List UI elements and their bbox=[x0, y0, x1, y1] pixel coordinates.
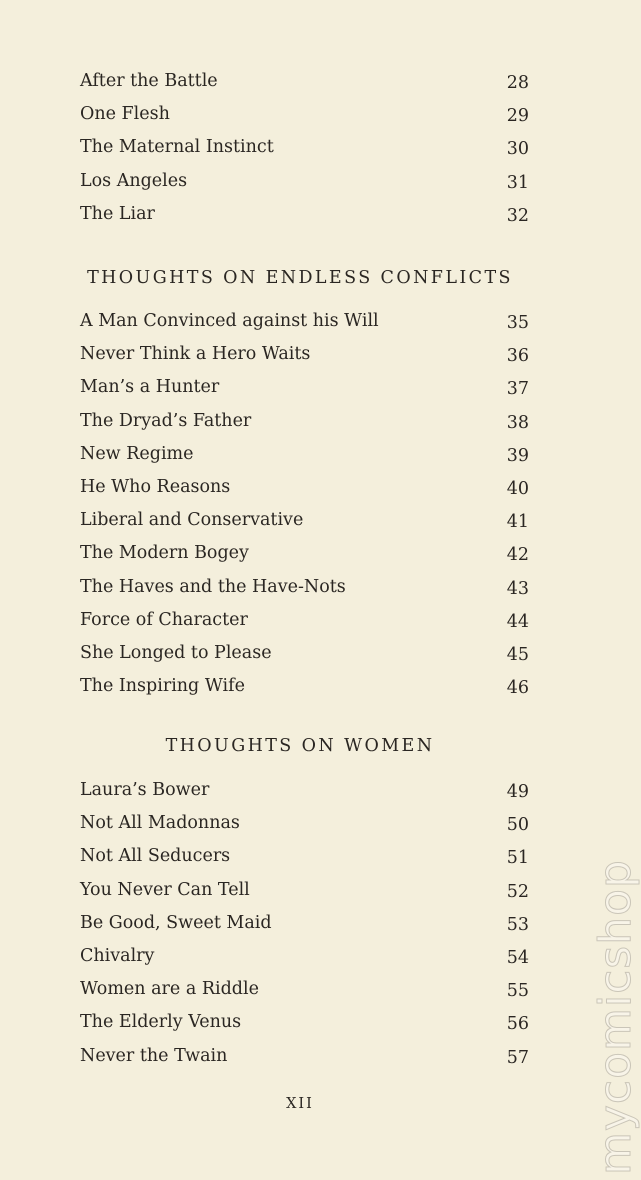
entry-title: After the Battle bbox=[80, 71, 218, 91]
entry-page-number: 51 bbox=[506, 848, 529, 869]
entry-title: One Flesh bbox=[80, 104, 170, 125]
entry-title: She Longed to Please bbox=[80, 642, 272, 663]
watermark bbox=[548, 859, 641, 1180]
entry-title: Not All Seducers bbox=[80, 846, 231, 867]
entry-title: The Inspiring Wife bbox=[80, 676, 245, 697]
entry-page-number: 46 bbox=[506, 678, 529, 699]
toc-entry bbox=[0, 642, 600, 675]
entry-page-number: 30 bbox=[506, 139, 529, 160]
entry-page-number: 39 bbox=[506, 445, 529, 466]
section-heading: THOUGHTS ON ENDLESS CONFLICTS bbox=[87, 268, 513, 288]
toc-entry bbox=[0, 978, 600, 1011]
entry-page-number: 28 bbox=[506, 73, 529, 93]
entry-page-number: 29 bbox=[506, 106, 529, 127]
toc-entry bbox=[0, 376, 600, 409]
entry-title: Force of Character bbox=[80, 609, 248, 630]
entry-page-number: 50 bbox=[506, 815, 529, 836]
entry-title: Man’s a Hunter bbox=[80, 377, 220, 398]
entry-title: Liberal and Conservative bbox=[80, 510, 304, 531]
entry-page-number: 43 bbox=[506, 578, 529, 599]
section-continued bbox=[0, 70, 600, 236]
section-endless-conflicts bbox=[0, 310, 600, 708]
entry-title: New Regime bbox=[80, 443, 194, 464]
entry-page-number: 49 bbox=[506, 782, 529, 802]
entry-title: The Elderly Venus bbox=[80, 1012, 242, 1033]
entry-title: A Man Convinced against his Will bbox=[80, 311, 379, 331]
toc-entry bbox=[0, 779, 600, 812]
toc-entry bbox=[0, 609, 600, 642]
toc-entry bbox=[0, 443, 600, 476]
entry-page-number: 35 bbox=[506, 313, 529, 333]
toc-entry bbox=[0, 1045, 600, 1078]
entry-page-number: 55 bbox=[506, 981, 529, 1002]
toc-entry bbox=[0, 542, 600, 575]
entry-title: The Liar bbox=[80, 203, 155, 224]
entry-title: Women are a Riddle bbox=[80, 979, 259, 1000]
entry-page-number: 44 bbox=[506, 611, 529, 632]
entry-page-number: 32 bbox=[506, 205, 529, 226]
toc-entry bbox=[0, 675, 600, 708]
entry-title: Be Good, Sweet Maid bbox=[80, 912, 272, 933]
entry-title: The Maternal Instinct bbox=[80, 137, 274, 158]
toc-entry bbox=[0, 103, 600, 136]
toc-entry bbox=[0, 845, 600, 878]
entry-title: Never Think a Hero Waits bbox=[80, 344, 311, 365]
entry-page-number: 31 bbox=[506, 172, 529, 193]
toc-entry bbox=[0, 576, 600, 609]
entry-page-number: 42 bbox=[506, 545, 529, 566]
toc-entry bbox=[0, 70, 600, 103]
toc-entry bbox=[0, 170, 600, 203]
entry-page-number: 37 bbox=[506, 379, 529, 400]
toc-entry bbox=[0, 310, 600, 343]
toc-entry bbox=[0, 136, 600, 169]
entry-title: Never the Twain bbox=[80, 1045, 228, 1066]
entry-page-number: 52 bbox=[506, 881, 529, 902]
entry-title: Chivalry bbox=[80, 945, 155, 966]
toc-entry bbox=[0, 912, 600, 945]
entry-page-number: 53 bbox=[506, 914, 529, 935]
toc-entry bbox=[0, 509, 600, 542]
toc-entry bbox=[0, 879, 600, 912]
entry-title: Los Angeles bbox=[80, 170, 188, 191]
entry-title: Not All Madonnas bbox=[80, 813, 240, 834]
toc-entry bbox=[0, 945, 600, 978]
toc-entry bbox=[0, 476, 600, 509]
watermark-text: mycomicshop bbox=[590, 859, 641, 1175]
toc-entry bbox=[0, 203, 600, 236]
entry-title: He Who Reasons bbox=[80, 476, 231, 497]
entry-title: You Never Can Tell bbox=[80, 879, 250, 900]
entry-page-number: 38 bbox=[506, 412, 529, 433]
entry-title: The Haves and the Have-Nots bbox=[80, 576, 346, 597]
entry-page-number: 40 bbox=[506, 478, 529, 499]
entry-title: Laura’s Bower bbox=[80, 780, 210, 800]
entry-page-number: 54 bbox=[506, 947, 529, 968]
entry-page-number: 41 bbox=[506, 512, 529, 533]
entry-page-number: 57 bbox=[506, 1047, 529, 1068]
toc-entry bbox=[0, 410, 600, 443]
page-folio: XII bbox=[286, 1096, 314, 1112]
toc-entry bbox=[0, 1011, 600, 1044]
entry-page-number: 56 bbox=[506, 1014, 529, 1035]
entry-title: The Modern Bogey bbox=[80, 543, 249, 564]
toc-entry bbox=[0, 812, 600, 845]
entry-title: The Dryad’s Father bbox=[80, 410, 252, 431]
section-women bbox=[0, 779, 600, 1078]
entry-page-number: 36 bbox=[506, 346, 529, 367]
section-heading: THOUGHTS ON WOMEN bbox=[165, 736, 435, 756]
toc-entry bbox=[0, 343, 600, 376]
entry-page-number: 45 bbox=[506, 644, 529, 665]
